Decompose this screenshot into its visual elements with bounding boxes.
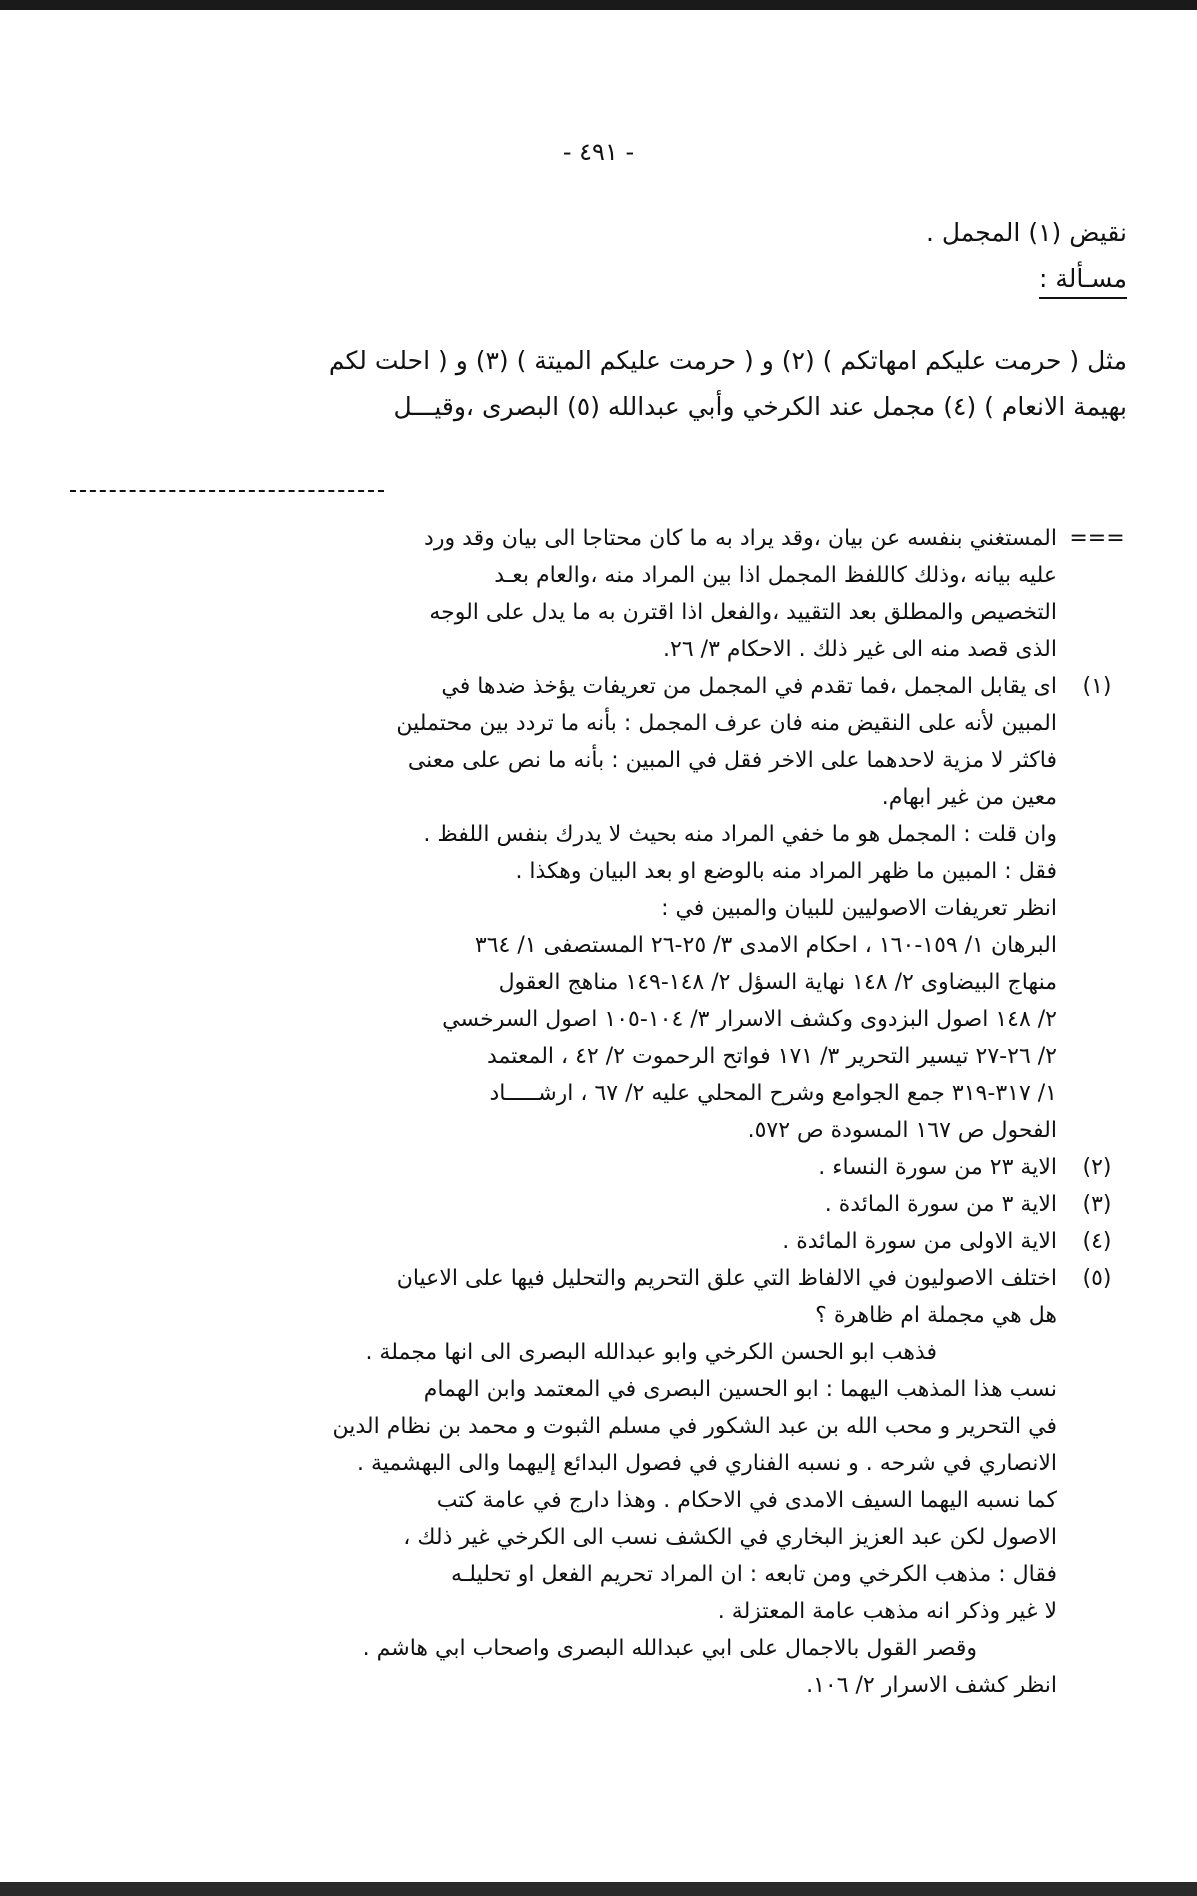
footnote-line: نسب هذا المذهب اليهما : ابو الحسين البصرى في المعتمد وابن الهمام — [423, 1377, 1057, 1402]
footnote-marker: (٣) — [1082, 1192, 1112, 1217]
footnote-line: وقصر القول بالاجمال على ابي عبدالله البصرى واصحاب ابي هاشم . — [362, 1636, 977, 1661]
footnote-line: المستغني بنفسه عن بيان ،وقد يراد به ما كان محتاجا الى بيان وقد ورد — [424, 526, 1057, 551]
footnote-marker: (١) — [1082, 674, 1112, 699]
footnote-continuation — [67, 520, 1137, 668]
section-heading: مسـألة : — [1039, 261, 1127, 299]
footnote-line: لا غير وذكر انه مذهب عامة المعتزلة . — [717, 1599, 1057, 1624]
footnote-line: انظر كشف الاسرار ٢/ ١٠٦. — [806, 1673, 1057, 1698]
footnote-line: المبين لأنه على النقيض منه فان عرف المجمل : بأنه ما تردد بين محتملين — [396, 711, 1057, 736]
footnote-1 — [67, 668, 1137, 1149]
footnote-line: التخصيص والمطلق بعد التقييد ،والفعل اذا اقترن به ما يدل على الوجه — [429, 600, 1057, 625]
footnote-line: منهاج البيضاوى ٢/ ١٤٨ نهاية السؤل ٢/ ١٤٨-١٤٩ مناهج العقول — [498, 970, 1057, 995]
footnotes — [67, 520, 1137, 1704]
footnote-line: كما نسبه اليهما السيف الامدى في الاحكام . وهذا دارج في عامة كتب — [436, 1488, 1057, 1513]
footnote-line: عليه بيانه ،وذلك كاللفظ المجمل اذا بين المراد منه ،والعام بعـد — [494, 563, 1057, 588]
footnote-line: ١/ ٣١٧-٣١٩ جمع الجوامع وشرح المحلي عليه ٢/ ٦٧ ، ارشـــــاد — [489, 1081, 1057, 1106]
footnote-line: الاية الاولى من سورة المائدة . — [782, 1229, 1057, 1254]
footnote-line: الاية ٣ من سورة المائدة . — [824, 1192, 1057, 1217]
footnote-line: هل هي مجملة ام ظاهرة ؟ — [815, 1303, 1057, 1328]
footnote-marker: (٤) — [1082, 1229, 1112, 1254]
footnote-line: فاكثر لا مزية لاحدهما على الاخر فقل في المبين : بأنه ما نص على معنى — [407, 748, 1057, 773]
footnote-line: الاية ٢٣ من سورة النساء . — [818, 1155, 1057, 1180]
footnote-line: اختلف الاصوليون في الالفاظ التي علق التحريم والتحليل فيها على الاعيان — [396, 1266, 1057, 1291]
footnote-line: الاصول لكن عبد العزيز البخاري في الكشف نسب الى الكرخي غير ذلك ، — [403, 1525, 1057, 1550]
footnote-line: ٢/ ٢٦-٢٧ تيسير التحرير ٣/ ١٧١ فواتح الرحموت ٢/ ٤٢ ، المعتمد — [486, 1044, 1057, 1069]
footnote-line: معين من غير ابهام. — [881, 785, 1057, 810]
footnote-2 — [67, 1149, 1137, 1186]
footnote-3 — [67, 1186, 1137, 1223]
page-number: - ٤٩١ - — [562, 138, 635, 166]
footnote-line: في التحرير و محب الله بن عبد الشكور في مسلم الثبوت و محمد بن نظام الدين — [332, 1414, 1057, 1439]
footnote-4 — [67, 1223, 1137, 1260]
footnote-line: الفحول ص ١٦٧ المسودة ص ٥٧٢. — [747, 1118, 1057, 1143]
footnote-line: ٢/ ١٤٨ اصول البزدوى وكشف الاسرار ٣/ ١٠٤-١٠٥ اصول السرخسي — [442, 1007, 1057, 1032]
footnote-marker: (٢) — [1082, 1155, 1112, 1180]
scan-top-border — [0, 0, 1197, 10]
footnote-line: وان قلت : المجمل هو ما خفي المراد منه بحيث لا يدرك بنفس اللفظ . — [423, 822, 1057, 847]
main-text — [67, 210, 1127, 430]
scan-bottom-border — [0, 1882, 1197, 1896]
footnote-line: فقل : المبين ما ظهر المراد منه بالوضع او بعد البيان وهكذا . — [515, 859, 1057, 884]
section-heading-line — [67, 256, 1127, 302]
footnote-marker: (٥) — [1082, 1266, 1112, 1291]
main-line-3: مثل ( حرمت عليكم امهاتكم ) (٢) و ( حرمت عليكم الميتة ) (٣) و ( احلت لكم — [328, 346, 1127, 375]
footnote-line: الانصاري في شرحه . و نسبه الفناري في فصول البدائع إليهما والى البهشمية . — [357, 1451, 1057, 1476]
footnote-separator — [70, 490, 384, 492]
footnote-line: الذى قصد منه الى غير ذلك . الاحكام ٣/ ٢٦. — [663, 637, 1057, 662]
footnote-line: فذهب ابو الحسن الكرخي وابو عبدالله البصرى الى انها مجملة . — [365, 1340, 937, 1365]
continuation-marker: === — [1069, 526, 1125, 551]
main-line-4: بهيمة الانعام ) (٤) مجمل عند الكرخي وأبي عبدالله (٥) البصرى ،وقيـــل — [393, 392, 1127, 421]
footnote-5 — [67, 1260, 1137, 1704]
footnote-line: فقال : مذهب الكرخي ومن تابعه : ان المراد تحريم الفعل او تحليلـه — [451, 1562, 1057, 1587]
main-line-1: نقيض (١) المجمل . — [925, 218, 1127, 247]
footnote-line: انظر تعريفات الاصوليين للبيان والمبين في : — [661, 896, 1057, 921]
footnote-line: اى يقابل المجمل ،فما تقدم في المجمل من تعريفات يؤخذ ضدها في — [441, 674, 1057, 699]
footnote-line: البرهان ١/ ١٥٩-١٦٠ ، احكام الامدى ٣/ ٢٥-٢٦ المستصفى ١/ ٣٦٤ — [474, 933, 1057, 958]
